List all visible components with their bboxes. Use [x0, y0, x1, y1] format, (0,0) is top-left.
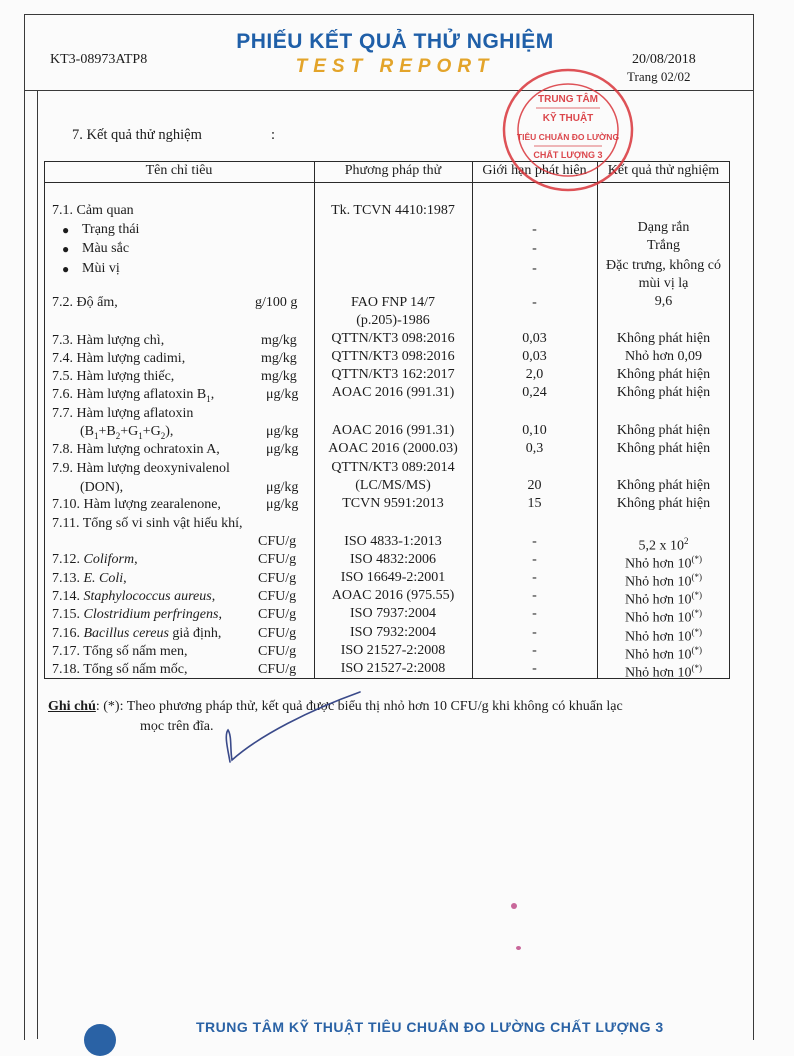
document-number: KT3-08973ATP8 — [50, 52, 148, 67]
seal-line-1: TRUNG TÂM — [538, 94, 598, 105]
row-result: Đặc trưng, không có — [606, 258, 721, 273]
row-method: ISO 21527-2:2008 — [340, 661, 446, 676]
row-unit: CFU/g — [258, 571, 297, 586]
row-name: Màu sắc — [82, 241, 130, 256]
footnote-cont: mọc trên đĩa. — [140, 719, 214, 734]
row-method: AOAC 2016 (991.31) — [331, 385, 455, 400]
bullet-icon: ● — [62, 262, 70, 276]
footnote-text: : (*): Theo phương pháp thử, kết quả được biểu thị nhỏ hơn 10 CFU/g khi không có khuẩn lạc — [95, 699, 623, 714]
row-method: Tk. TCVN 4410:1987 — [331, 203, 455, 218]
row-name: 7.17. Tổng số nấm men, — [52, 644, 188, 659]
row-name: 7.2. Độ ẩm, — [52, 295, 118, 310]
bullet-icon: ● — [62, 242, 70, 256]
row-limit: 20 — [527, 478, 542, 493]
bullet-icon: ● — [62, 223, 70, 237]
row-unit: μg/kg — [266, 442, 299, 457]
row-method: AOAC 2016 (2000.03) — [328, 441, 458, 456]
row-method-cont: (LC/MS/MS) — [355, 478, 431, 493]
footer-organization: TRUNG TÂM KỸ THUẬT TIÊU CHUẨN ĐO LƯỜNG CHẤT LƯỢNG 3 — [196, 1019, 664, 1035]
row-result: 9,6 — [654, 294, 673, 309]
row-name: 7.12. Coliform, — [52, 552, 138, 567]
row-name: 7.5. Hàm lượng thiếc, — [52, 369, 175, 384]
row-name: 7.6. Hàm lượng aflatoxin $B_1$, — [52, 387, 215, 404]
row-limit: - — [532, 661, 537, 676]
row-unit: CFU/g — [258, 589, 297, 604]
row-result: Nhỏ hơn 10(*) — [624, 627, 702, 645]
row-unit: CFU/g — [258, 662, 297, 677]
row-result: Nhỏ hơn 10(*) — [624, 645, 702, 663]
row-name: 7.15. Clostridium perfringens, — [52, 607, 222, 622]
row-limit: - — [532, 570, 537, 585]
row-result: Không phát hiện — [616, 331, 711, 346]
row-result: Nhỏ hơn 10(*) — [624, 608, 702, 626]
row-method: TCVN 9591:2013 — [342, 496, 444, 511]
row-method: QTTN/KT3 089:2014 — [331, 460, 455, 475]
row-name-formula: $(B_1+B_2+G_1+G_2)$, — [80, 424, 174, 441]
row-unit: g/100 g — [255, 295, 298, 310]
row-method: QTTN/KT3 098:2016 — [331, 331, 455, 346]
title-english: TEST REPORT — [295, 56, 495, 77]
row-result: 5,2 x $10^2$ — [638, 536, 689, 554]
report-date: 20/08/2018 — [632, 52, 696, 67]
row-limit: 15 — [527, 496, 542, 511]
seal-line-3: TIÊU CHUẨN ĐO LƯỜNG — [516, 132, 620, 142]
row-name: 7.9. Hàm lượng deoxynivalenol — [52, 461, 230, 476]
row-result: Không phát hiện — [616, 478, 711, 493]
row-limit: - — [532, 643, 537, 658]
row-name: 7.4. Hàm lượng cadimi, — [52, 351, 186, 366]
row-method: FAO FNP 14/7 — [350, 295, 436, 310]
row-result: Nhỏ hơn 10(*) — [624, 590, 702, 608]
seal-line-4: CHẤT LƯỢNG 3 — [533, 150, 603, 160]
row-limit: - — [532, 534, 537, 549]
row-limit: - — [532, 295, 537, 310]
row-limit: 0,03 — [522, 331, 547, 346]
row-limit: 0,03 — [522, 349, 547, 364]
column-header-name: Tên chỉ tiêu — [145, 163, 213, 178]
row-name: 7.14. Staphylococcus aureus, — [52, 589, 216, 604]
ink-speck — [511, 903, 517, 909]
seal-line-2: KỸ THUẬT — [542, 113, 594, 124]
ink-speck — [516, 946, 521, 950]
row-unit: μg/kg — [266, 387, 299, 402]
row-result: Không phát hiện — [616, 496, 711, 511]
title-vietnamese: PHIẾU KẾT QUẢ THỬ NGHIỆM — [236, 30, 554, 53]
row-limit: - — [532, 606, 537, 621]
row-limit: - — [532, 261, 537, 276]
row-name: 7.8. Hàm lượng ochratoxin A, — [52, 442, 220, 457]
row-name: Mùi vị — [82, 261, 120, 276]
row-limit: 0,10 — [522, 423, 547, 438]
column-header-method: Phương pháp thử — [344, 163, 442, 178]
row-unit: CFU/g — [258, 534, 297, 549]
row-limit: - — [532, 552, 537, 567]
row-limit: 0,3 — [525, 441, 544, 456]
row-name-cont: (DON), — [80, 480, 124, 495]
row-name: 7.11. Tổng số vi sinh vật hiếu khí, — [52, 516, 243, 531]
row-unit: μg/kg — [266, 497, 299, 512]
row-unit: mg/kg — [261, 369, 297, 384]
row-result: Không phát hiện — [616, 441, 711, 456]
row-result: Nhỏ hơn 10(*) — [624, 663, 702, 681]
row-unit: CFU/g — [258, 607, 297, 622]
row-limit: - — [532, 222, 537, 237]
row-method: AOAC 2016 (991.31) — [331, 423, 455, 438]
row-method-cont: (p.205)-1986 — [356, 313, 430, 328]
row-name: 7.13. E. Coli, — [52, 571, 127, 586]
row-unit: μg/kg — [266, 480, 299, 495]
row-name: 7.3. Hàm lượng chì, — [52, 333, 165, 348]
row-unit: mg/kg — [261, 333, 297, 348]
section-colon: : — [271, 127, 276, 143]
row-unit: CFU/g — [258, 626, 297, 641]
row-name: 7.16. Bacillus cereus giả định, — [52, 626, 222, 641]
row-method: ISO 16649-2:2001 — [340, 570, 446, 585]
row-limit: 2,0 — [525, 367, 544, 382]
row-limit: - — [532, 588, 537, 603]
row-method: ISO 4832:2006 — [350, 552, 436, 567]
row-method: QTTN/KT3 098:2016 — [331, 349, 455, 364]
row-limit: - — [532, 625, 537, 640]
column-header-result: Kết quả thử nghiệm — [607, 163, 720, 178]
row-result-cont: mùi vị lạ — [638, 276, 689, 291]
row-method: ISO 7932:2004 — [350, 625, 436, 640]
row-result: Không phát hiện — [616, 385, 711, 400]
row-result: Trắng — [647, 238, 680, 253]
row-method: ISO 7937:2004 — [350, 606, 436, 621]
row-unit: CFU/g — [258, 552, 297, 567]
row-name: 7.7. Hàm lượng aflatoxin — [52, 406, 194, 421]
page-number: Trang 02/02 — [627, 69, 691, 84]
row-name: 7.18. Tổng số nấm mốc, — [52, 662, 188, 677]
row-method: ISO 21527-2:2008 — [340, 643, 446, 658]
row-unit: μg/kg — [266, 424, 299, 439]
row-result: Nhỏ hơn 10(*) — [624, 554, 702, 572]
official-seal-icon — [500, 66, 636, 194]
section-title: 7. Kết quả thử nghiệm — [72, 127, 202, 143]
org-logo-icon — [84, 1024, 116, 1056]
row-method: ISO 4833-1:2013 — [344, 534, 442, 549]
row-unit: CFU/g — [258, 644, 297, 659]
row-name: 7.10. Hàm lượng zearalenone, — [52, 497, 221, 512]
row-unit: mg/kg — [261, 351, 297, 366]
row-name: Trạng thái — [82, 222, 140, 237]
signature-icon — [200, 680, 380, 770]
row-method: AOAC 2016 (975.55) — [331, 588, 455, 603]
row-result: Nhỏ hơn 0,09 — [624, 349, 702, 364]
column-header-limit: Giới hạn phát hiện — [482, 163, 587, 178]
row-method: QTTN/KT3 162:2017 — [331, 367, 455, 382]
row-result: Dạng rắn — [637, 220, 690, 235]
row-name: 7.1. Cảm quan — [52, 203, 134, 218]
row-result: Không phát hiện — [616, 367, 711, 382]
row-result: Nhỏ hơn 10(*) — [624, 572, 702, 590]
row-limit: 0,24 — [522, 385, 547, 400]
footnote-label: Ghi chú — [48, 699, 96, 714]
row-result: Không phát hiện — [616, 423, 711, 438]
row-limit: - — [532, 241, 537, 256]
